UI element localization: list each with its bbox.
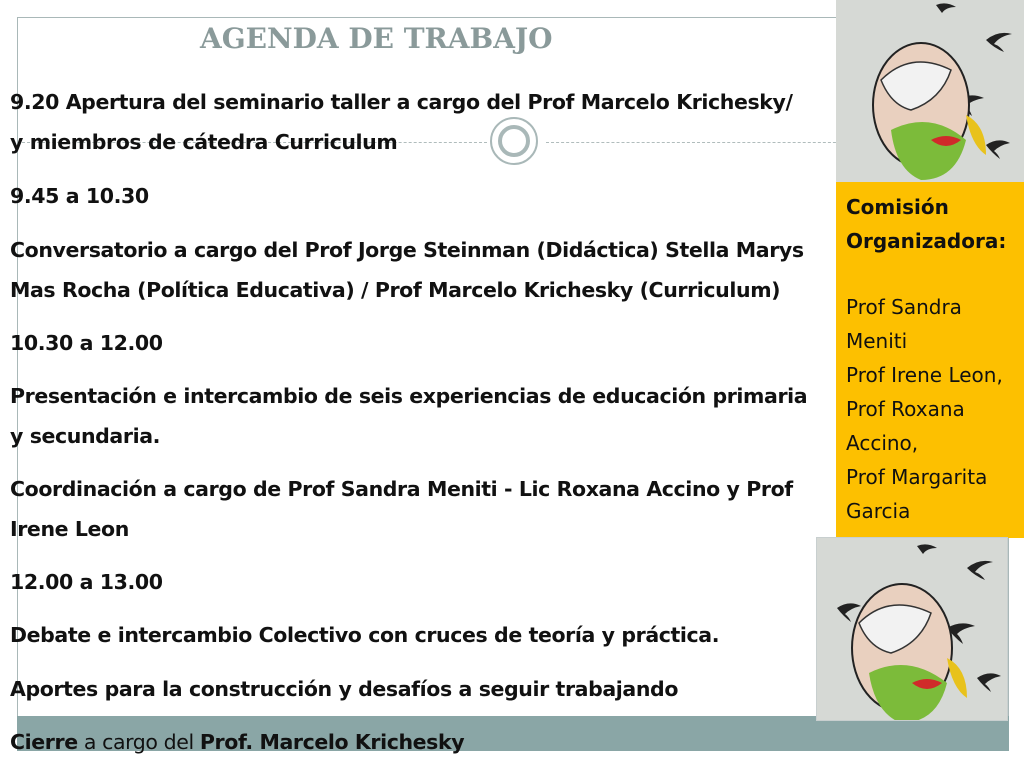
circle-ornament-icon: [490, 117, 538, 165]
committee-member: Prof Sandra: [846, 295, 962, 319]
agenda-line: y secundaria.: [10, 424, 161, 448]
collage-image-bottom: [817, 538, 1007, 720]
closing-connector: a cargo del: [77, 730, 200, 754]
agenda-line: y miembros de cátedra Curriculum: [10, 130, 398, 154]
agenda-line: 9.45 a 10.30: [10, 184, 149, 208]
committee-header-2: Organizadora:: [846, 229, 1007, 253]
agenda-line: Irene Leon: [10, 517, 129, 541]
committee-member: Accino,: [846, 431, 919, 455]
closing-line: [10, 730, 464, 754]
agenda-line: Coordinación a cargo de Prof Sandra Meniti - Lic Roxana Accino y Prof: [10, 477, 793, 501]
agenda-line: Debate e intercambio Colectivo con cruces de teoría y práctica.: [10, 623, 720, 647]
divider-right: [546, 142, 846, 143]
committee-member: Meniti: [846, 329, 908, 353]
agenda-line: Aportes para la construcción y desafíos a seguir trabajando: [10, 677, 679, 701]
agenda-line: Presentación e intercambio de seis experiencias de educación primaria: [10, 384, 808, 408]
committee-member: Prof Irene Leon,: [846, 363, 1003, 387]
agenda-line: 12.00 a 13.00: [10, 570, 163, 594]
agenda-line: Mas Rocha (Política Educativa) / Prof Marcelo Krichesky (Curriculum): [10, 278, 781, 302]
closing-word: Cierre: [10, 730, 78, 754]
agenda-line: 10.30 a 12.00: [10, 331, 163, 355]
committee-member: Prof Margarita: [846, 465, 988, 489]
page-title: AGENDA DE TRABAJO: [200, 22, 553, 55]
spacer: [846, 258, 1024, 290]
closing-name: Prof. Marcelo Krichesky: [199, 730, 465, 754]
agenda-line: Conversatorio a cargo del Prof Jorge Steinman (Didáctica) Stella Marys: [10, 238, 804, 262]
collage-image-top: [836, 0, 1024, 182]
committee-header-1: Comisión: [846, 195, 949, 219]
organizing-committee-box: [836, 182, 1024, 538]
committee-member: Garcia: [846, 499, 911, 523]
agenda-line: 9.20 Apertura del seminario taller a cargo del Prof Marcelo Krichesky/: [10, 90, 793, 114]
committee-member: Prof Roxana: [846, 397, 965, 421]
